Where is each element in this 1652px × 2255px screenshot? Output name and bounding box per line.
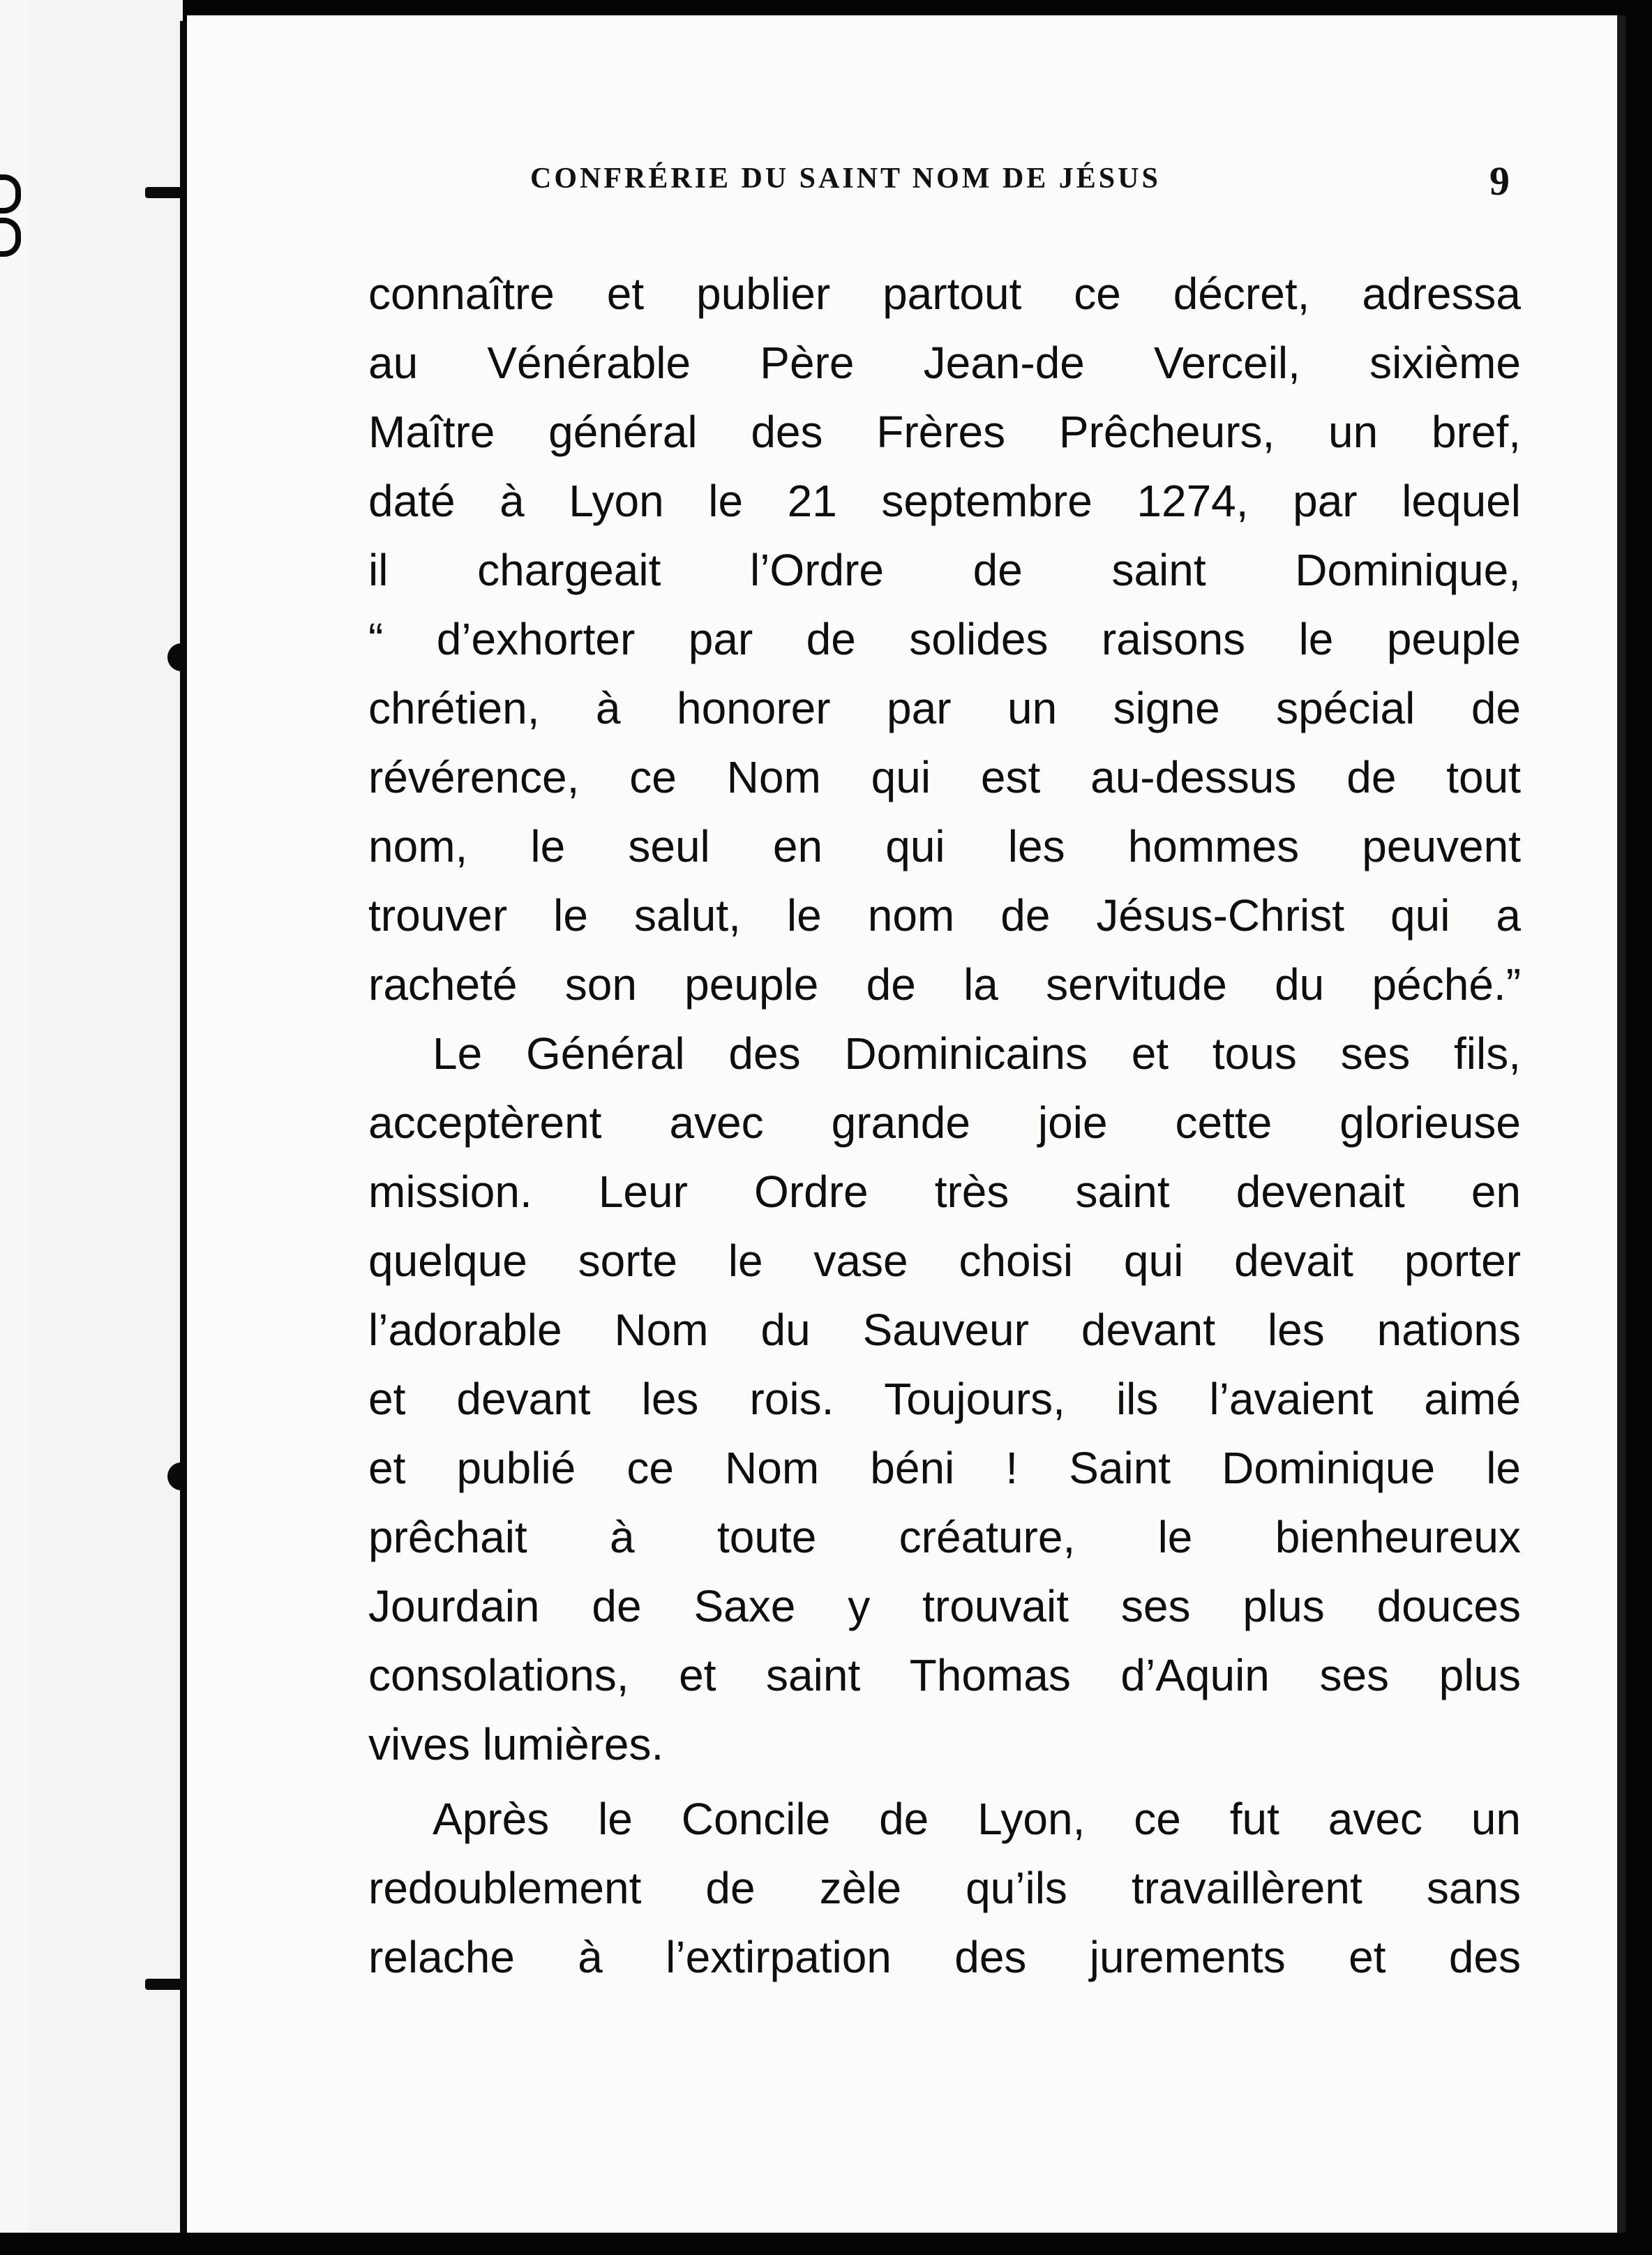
running-head [342, 158, 1528, 204]
text-line: vives lumières. [368, 1719, 664, 1769]
text-line: mission. Leur Ordre très saint devenait en [368, 1167, 1521, 1217]
text-line: au Vénérable Père Jean-de Verceil, sixième [368, 338, 1521, 388]
text-line: Le Général des Dominicains et tous ses fils, [433, 1028, 1521, 1079]
text-line: consolations, et saint Thomas d’Aquin ses plus [368, 1650, 1521, 1700]
text-line: Jourdain de Saxe y trouvait ses plus douces [368, 1581, 1521, 1631]
text-line: quelque sorte le vase choisi qui devait porter [368, 1236, 1521, 1286]
paragraph [368, 260, 1521, 1019]
scan-bottom-edge [0, 2233, 1652, 2255]
paragraph-gap [368, 1779, 1521, 1785]
text-line: acceptèrent avec grande joie cette glorieuse [368, 1097, 1521, 1148]
text-line: l’adorable Nom du Sauveur devant les nations [368, 1305, 1521, 1355]
text-line: redoublement de zèle qu’ils travaillèrent sans [368, 1863, 1521, 1913]
text-line: connaître et publier partout ce décret, adressa [368, 269, 1521, 319]
text-line: trouver le salut, le nom de Jésus-Christ qui a [368, 890, 1521, 941]
running-title: CONFRÉRIE DU SAINT NOM DE JÉSUS [530, 163, 1161, 195]
text-line: relache à l’extirpation des jurements et des [368, 1932, 1521, 1982]
page-right-edge [1617, 15, 1625, 2233]
text-line: il chargeait l’Ordre de saint Dominique, [368, 545, 1521, 595]
text-line: Après le Concile de Lyon, ce fut avec un [433, 1794, 1521, 1844]
binding-spine [180, 21, 187, 2233]
page-number: 9 [1489, 158, 1512, 204]
text-line: révérence, ce Nom qui est au-dessus de tout [368, 752, 1521, 802]
text-line: daté à Lyon le 21 septembre 1274, par lequel [368, 476, 1521, 526]
paragraph [368, 1785, 1521, 1992]
text-line: racheté son peuple de la servitude du péché.” [368, 959, 1521, 1010]
text-line: et devant les rois. Toujours, ils l’avaient aimé [368, 1374, 1521, 1424]
gutter-edge [0, 0, 28, 2255]
text-line: Maître général des Frères Prêcheurs, un bref, [368, 407, 1521, 457]
text-line: chrétien, à honorer par un signe spécial de [368, 683, 1521, 733]
text-line: prêchait à toute créature, le bienheureux [368, 1512, 1521, 1562]
text-line: “ d’exhorter par de solides raisons le peuple [368, 614, 1521, 664]
text-line: et publié ce Nom béni ! Saint Dominique le [368, 1443, 1521, 1493]
text-line: nom, le seul en qui les hommes peuvent [368, 821, 1521, 871]
previous-page-edge-marks [0, 174, 17, 314]
body-text [368, 260, 1521, 1992]
paragraph [368, 1019, 1521, 1779]
